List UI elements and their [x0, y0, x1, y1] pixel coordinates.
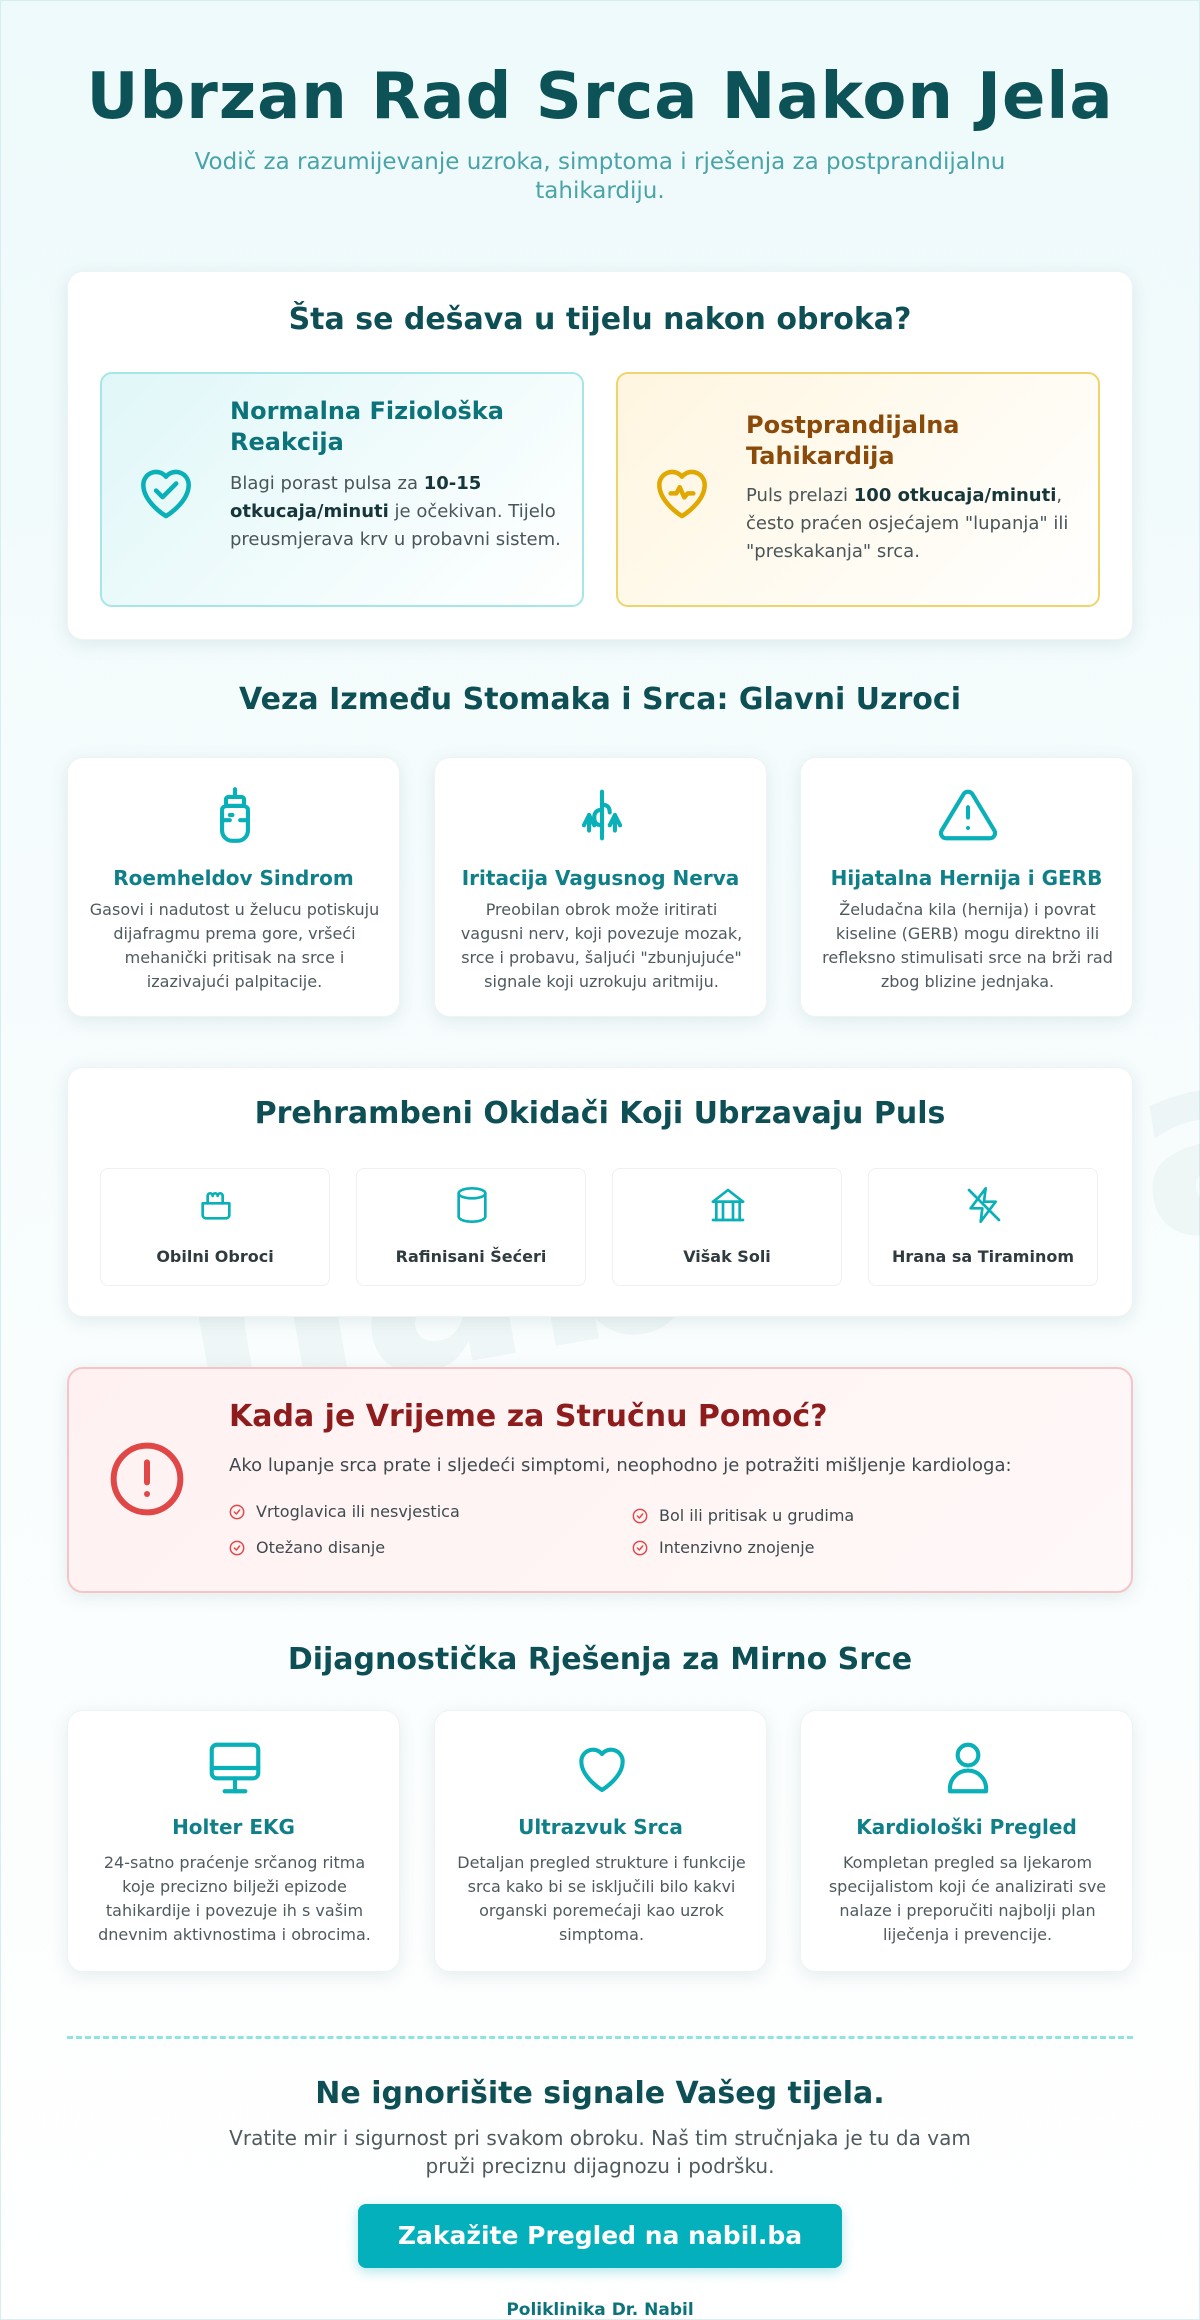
check-circle-icon: [229, 1504, 245, 1520]
normal-reaction-title: Normalna Fiziološka Reakcija: [230, 397, 504, 456]
symptom-item: [632, 1538, 815, 1557]
monitor-icon: [204, 1737, 266, 1799]
triggers-section: [67, 1067, 1133, 1317]
symptom-label: Bol ili pritisak u grudima: [659, 1506, 855, 1525]
physiology-heading: Šta se dešava u tijelu nakon obroka?: [288, 302, 912, 337]
diagnostic-text: Kompletan pregled sa ljekarom specijalistom koji će analizirati sve nalaze i preporučiti najbolji plan liječenja i prevencije.: [828, 1853, 1107, 1944]
diagnostic-title: Ultrazvuk Srca: [518, 1815, 683, 1839]
physiology-section: [67, 271, 1133, 640]
salt-building-icon: [708, 1185, 748, 1225]
book-appointment-button[interactable]: Zakažite Pregled na nabil.ba: [358, 2204, 842, 2268]
causes-heading: Veza Između Stomaka i Srca: Glavni Uzroci: [239, 682, 961, 717]
person-icon: [937, 1737, 999, 1799]
page-title: Ubrzan Rad Srca Nakon Jela: [86, 60, 1114, 134]
cause-text: Preobilan obrok može iritirati vagusni nerv, koji povezuje mozak, srce i probavu, šaljući "zbunjujuće" signale koji uzrokuju aritmiju.: [460, 900, 743, 991]
lightning-icon: [964, 1185, 1004, 1225]
diagnostic-card: [800, 1710, 1133, 1972]
cause-text: Gasovi i nadutost u želucu potiskuju dijafragmu prema gore, vršeći mehanički pritisak na srce i izazivajući palpitacije.: [89, 900, 380, 991]
page-header: [0, 60, 1200, 206]
cause-card: [434, 757, 767, 1017]
check-circle-icon: [229, 1540, 245, 1556]
cause-title: Hijatalna Hernija i GERB: [830, 866, 1103, 890]
diagnostic-card: [67, 1710, 400, 1972]
trigger-item: [100, 1168, 330, 1286]
trigger-item: [356, 1168, 586, 1286]
sugar-cylinder-icon: [452, 1185, 492, 1225]
triggers-heading: Prehrambeni Okidači Koji Ubrzavaju Puls: [254, 1096, 946, 1131]
footer-clinic-name: Poliklinika Dr. Nabil: [506, 2300, 694, 2320]
trigger-label: Hrana sa Tiraminom: [891, 1247, 1075, 1266]
trigger-label: Obilni Obroci: [156, 1247, 274, 1266]
warning-heading: Kada je Vrijeme za Stručnu Pomoć?: [229, 1399, 828, 1434]
warning-section: [67, 1367, 1133, 1593]
diagnostic-text: Detaljan pregled strukture i funkcije srca kako bi se isključili bilo kakvi organski poremećaji kao uzrok simptoma.: [457, 1853, 746, 1944]
warning-triangle-icon: [937, 784, 999, 846]
cause-text: Želudačna kila (hernija) i povrat kiseline (GERB) mogu direktno ili refleksno stimulisati srce na brži rad zbog blizine jednjaka.: [822, 900, 1113, 991]
warning-text: Ako lupanje srca prate i sljedeći simptomi, neophodno je potražiti mišljenje kardiologa:: [229, 1455, 1012, 1476]
symptom-item: [632, 1506, 854, 1525]
cause-card: [800, 757, 1133, 1017]
diagnostic-text: 24-satno praćenje srčanog ritma koje precizno bilježi epizode tahikardije i povezuje ih s vašim dnevnim aktivnostima i obrocima.: [98, 1853, 371, 1944]
cta-text: Vratite mir i sigurnost pri svakom obroku. Naš tim stručnjaka je tu da vam pruži preciznu dijagnozu i podršku.: [229, 2126, 971, 2178]
meal-icon: [196, 1185, 236, 1225]
symptom-item: [229, 1502, 460, 1521]
symptom-label: Otežano disanje: [256, 1538, 386, 1557]
tachycardia-title: Postprandijalna Tahikardija: [746, 411, 960, 470]
cause-card: [67, 757, 400, 1017]
diagnostic-title: Kardiološki Pregled: [856, 1815, 1077, 1839]
trigger-item: [868, 1168, 1098, 1286]
check-circle-icon: [632, 1540, 648, 1556]
trigger-label: Višak Soli: [683, 1247, 771, 1266]
dashed-divider: [67, 2036, 1133, 2039]
stomach-icon: [204, 784, 266, 846]
cause-title: Roemheldov Sindrom: [113, 866, 354, 890]
alert-circle-icon: [107, 1439, 187, 1519]
cta-heading: Ne ignorišite signale Vašeg tijela.: [315, 2076, 885, 2111]
cause-title: Iritacija Vagusnog Nerva: [461, 866, 740, 890]
heart-icon: [571, 1737, 633, 1799]
symptom-item: [229, 1538, 385, 1557]
trigger-item: [612, 1168, 842, 1286]
heart-check-icon: [132, 458, 200, 526]
diagnostics-heading: Dijagnostička Rješenja za Mirno Srce: [287, 1642, 913, 1677]
check-circle-icon: [632, 1508, 648, 1524]
normal-reaction-panel: [100, 372, 584, 607]
tachycardia-panel: [616, 372, 1100, 607]
normal-reaction-text: Blagi porast pulsa za 10-15 otkucaja/minuti je očekivan. Tijelo preusmjerava krv u probavni sistem.: [230, 473, 561, 550]
symptom-label: Intenzivno znojenje: [659, 1538, 815, 1557]
trigger-label: Rafinisani Šećeri: [395, 1247, 547, 1266]
symptom-label: Vrtoglavica ili nesvjestica: [256, 1502, 460, 1521]
page-subtitle: Vodič za razumijevanje uzroka, simptoma i rješenja za postprandijalnu tahikardiju.: [194, 149, 1006, 204]
diagnostic-card: [434, 1710, 767, 1972]
tachycardia-text: Puls prelazi 100 otkucaja/minuti, često praćen osjećajem "lupanja" ili "preskakanja" srca.: [746, 485, 1069, 562]
nerve-icon: [571, 784, 633, 846]
diagnostic-title: Holter EKG: [172, 1815, 295, 1839]
heart-pulse-icon: [648, 458, 716, 526]
